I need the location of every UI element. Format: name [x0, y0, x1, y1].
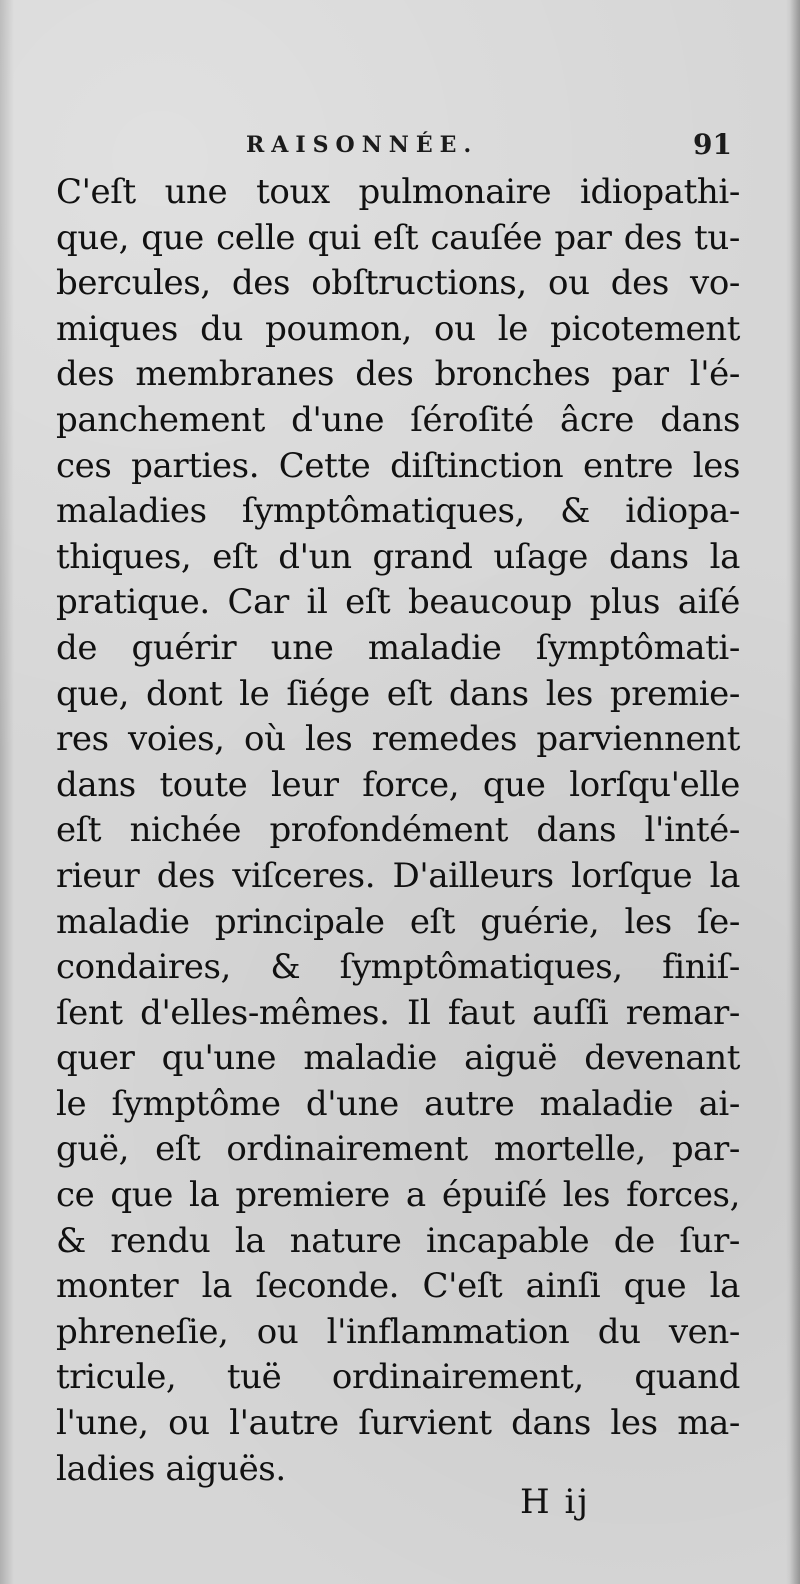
text-line: eſt nichée profondément dans l'inté- — [56, 810, 740, 851]
text-line: que, dont le ſiége eſt dans les premie- — [56, 673, 740, 714]
text-line: ſent d'elles-mêmes. Il faut auſſi remar- — [56, 992, 740, 1033]
body-text — [56, 170, 740, 1492]
text-line: phreneſie, ou l'inflammation du ven- — [56, 1311, 740, 1352]
signature-mark: H ij — [520, 1482, 590, 1522]
text-line: que, que celle qui eſt cauſée par des tu- — [56, 217, 740, 258]
text-line: de guérir une maladie ſymptômati- — [56, 627, 740, 668]
text-line: ce que la premiere a épuiſé les forces, — [56, 1175, 740, 1216]
text-line: bercules, des obſtructions, ou des vo- — [56, 263, 740, 304]
text-line: maladies ſymptômatiques, & idiopa- — [56, 491, 740, 532]
text-line: res voies, où les remedes parviennent — [56, 719, 740, 760]
text-line: miques du poumon, ou le picotement — [56, 308, 740, 349]
text-line: l'une, ou l'autre ſurvient dans les ma- — [56, 1403, 740, 1444]
text-line: quer qu'une maladie aiguë devenant — [56, 1038, 740, 1079]
text-line: dans toute leur force, que lorſqu'elle — [56, 764, 740, 805]
text-line: panchement d'une ſéroſité âcre dans — [56, 399, 740, 440]
text-line: rieur des viſceres. D'ailleurs lorſque la — [56, 855, 740, 896]
text-line: condaires, & ſymptômatiques, finiſ- — [56, 947, 740, 988]
text-line: C'eſt une toux pulmonaire idiopathi- — [56, 172, 740, 212]
text-line: & rendu la nature incapable de ſur- — [56, 1220, 740, 1261]
page-number: 91 — [693, 128, 732, 161]
text-line: tricule, tuë ordinairement, quand — [56, 1357, 740, 1398]
text-line: guë, eſt ordinairement mortelle, par- — [56, 1129, 740, 1170]
text-line-last: ladies aiguës. — [56, 1448, 286, 1489]
text-line: thiques, eſt d'un grand uſage dans la — [56, 536, 740, 577]
text-line: maladie principale eſt guérie, les ſe- — [56, 901, 740, 942]
text-line: ces parties. Cette diſtinction entre les — [56, 445, 740, 486]
running-head: RAISONNÉE. — [246, 132, 479, 158]
text-line: le ſymptôme d'une autre maladie ai- — [56, 1083, 740, 1124]
page-header — [58, 128, 740, 168]
text-line: monter la ſeconde. C'eſt ainſi que la — [56, 1266, 740, 1307]
text-line: pratique. Car il eſt beaucoup plus aiſé — [56, 582, 740, 623]
text-line: des membranes des bronches par l'é- — [56, 354, 740, 395]
